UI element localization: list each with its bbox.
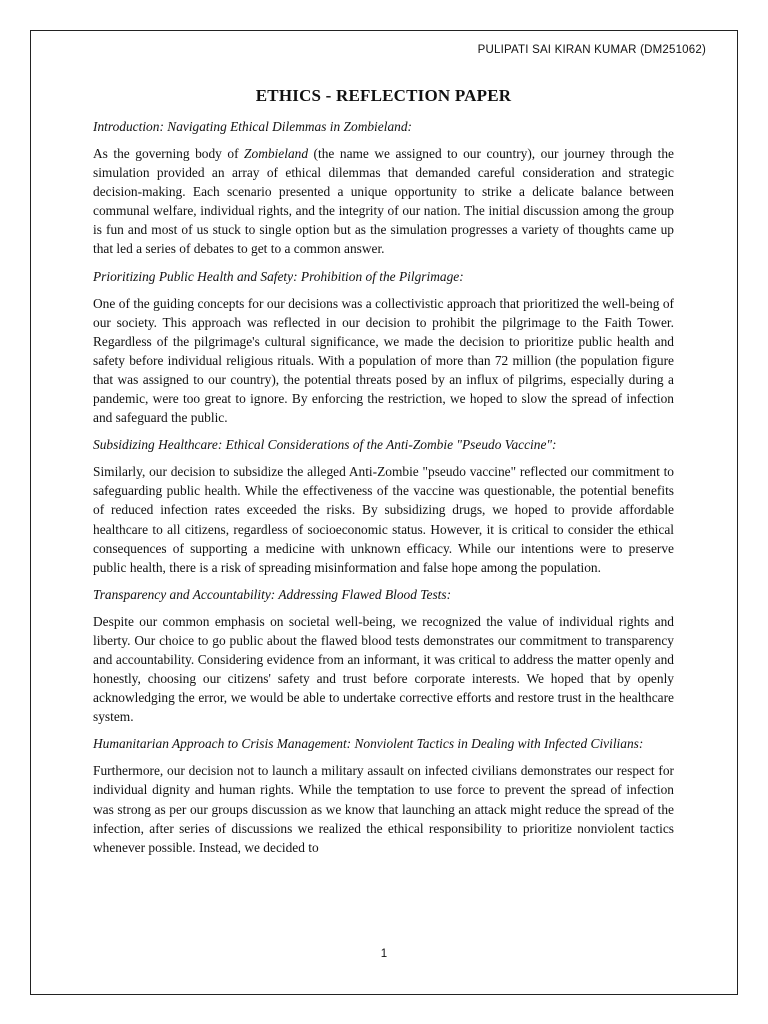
header-author: PULIPATI SAI KIRAN KUMAR (DM251062): [477, 44, 706, 56]
document-body: [93, 86, 674, 865]
paragraph-crisis-management: Furthermore, our decision not to launch a military assault on infected civilians demonstrates our respect for individual dignity and human rights. While the temptation to use force to prevent the spread of infection was strong as per our groups discussion as we know that launching an attack might reduce the spread of the infection, after series of discussions we realized the ethical responsibility to prioritize nonviolent tactics whenever possible. Instead, we decided to: [93, 763, 674, 855]
paragraph-introduction-rest: (the name we assigned to our country), our journey through the simulation provided an array of ethical dilemmas that demanded careful consideration and strategic decision-making. Each scenario presented a unique opportunity to strike a delicate balance between communal welfare, individual rights, and the integrity of our nation. The initial discussion among the group is fun and most of us stuck to single option but as the simulation progresses a variety of thoughts came up that led a series of debates to get to a common answer.: [93, 146, 674, 257]
paragraph-introduction-emphasis: Zombieland: [244, 146, 309, 161]
page-number: 1: [380, 948, 388, 960]
section-heading-introduction: Introduction: Navigating Ethical Dilemmas in Zombieland:: [93, 119, 412, 134]
paragraph-introduction: [93, 144, 674, 259]
paragraph-introduction-start: As the governing body of: [93, 146, 245, 161]
section-heading-blood-tests: Transparency and Accountability: Addressing Flawed Blood Tests:: [93, 586, 452, 602]
paragraph-pilgrimage: One of the guiding concepts for our decisions was a collectivistic approach that prioritized the well-being of our society. This approach was reflected in our decision to prohibit the pilgrimage to the Faith Tower. Regardless of the pilgrimage's cultural significance, we made the decision to prioritize public health and safety before individual religious rituals. With a population of more than 72 million (the population figure that was assigned to our country), the potential threats posed by an influx of pilgrims, especially during a pandemic, were too great to ignore. By enforcing the restriction, we hoped to slow the spread of infection and safeguard the public.: [93, 295, 674, 426]
section-heading-crisis-management: Humanitarian Approach to Crisis Management: Nonviolent Tactics in Dealing with Infected Civilians:: [93, 736, 644, 752]
section-heading-vaccine: Subsidizing Healthcare: Ethical Considerations of the Anti-Zombie "Pseudo Vaccine":: [93, 437, 557, 453]
section-heading-pilgrimage: Prioritizing Public Health and Safety: Prohibition of the Pilgrimage:: [93, 268, 464, 284]
paragraph-vaccine: Similarly, our decision to subsidize the alleged Anti-Zombie "pseudo vaccine" reflected our commitment to safeguarding public health. While the effectiveness of the vaccine was questionable, the potential benefits of reduced infection rates exceeded the risks. By subsidizing drugs, we hoped to provide affordable healthcare to all citizens, regardless of socioeconomic status. However, it is critical to consider the ethical consequences of supporting a medicine with unknown efficacy. While our intentions were to preserve public health, there is a risk of spreading misinformation and false hope among the population.: [93, 464, 674, 575]
document-title: ETHICS - REFLECTION PAPER: [255, 86, 512, 105]
paragraph-blood-tests: Despite our common emphasis on societal well-being, we recognized the value of individual rights and liberty. Our choice to go public about the flawed blood tests demonstrates our commitment to transparency and accountability. Considering evidence from an informant, it was critical to address the matter openly and honestly, choosing our citizens' safety and trust before corporate interests. We hoped that by openly acknowledging the error, we would be able to undertake corrective efforts and restore trust in the healthcare system.: [93, 613, 674, 725]
